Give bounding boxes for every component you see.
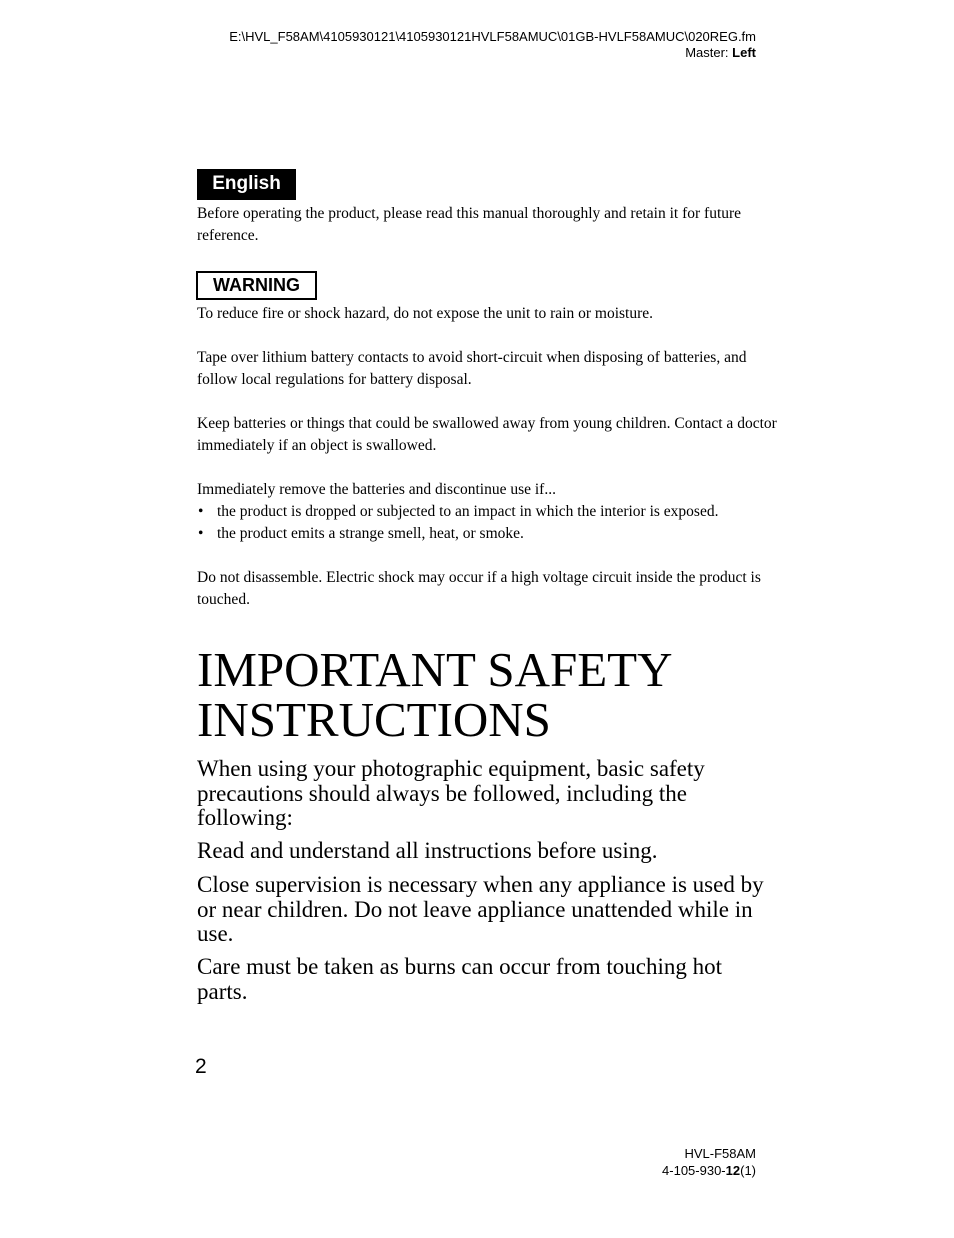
safety-title-line-1: IMPORTANT SAFETY bbox=[197, 642, 673, 697]
warning-paragraph-5: Do not disassemble. Electric shock may occur if a high voltage circuit inside the product is touched. bbox=[197, 569, 761, 608]
list-item: • the product emits a strange smell, heat, or smoke. bbox=[197, 523, 782, 545]
warning-paragraph-4 bbox=[197, 479, 782, 545]
page-number: 2 bbox=[195, 1055, 207, 1078]
footer-code-prefix: 4-105-930- bbox=[662, 1163, 726, 1178]
safety-paragraph-4: Care must be taken as burns can occur from touching hot parts. bbox=[197, 954, 723, 1004]
footer-code-bold: 12 bbox=[725, 1163, 741, 1178]
warning-label: WARNING bbox=[196, 271, 317, 300]
warning-paragraph-2: Tape over lithium battery contacts to avoid short-circuit when disposing of batteries, and follow local regulations for battery disposal. bbox=[197, 349, 747, 388]
safety-paragraph-2: Read and understand all instructions before using. bbox=[197, 838, 658, 863]
footer-code bbox=[662, 1163, 756, 1179]
safety-title-line-2: INSTRUCTIONS bbox=[197, 692, 551, 747]
footer-code-suffix: (1) bbox=[740, 1163, 756, 1178]
list-item: • the product is dropped or subjected to an impact in which the interior is exposed. bbox=[197, 501, 782, 523]
warning-paragraph-1: To reduce fire or shock hazard, do not expose the unit to rain or moisture. bbox=[197, 305, 654, 322]
safety-title bbox=[197, 642, 817, 747]
header-master bbox=[685, 45, 756, 61]
warning-paragraph-4-lead: Immediately remove the batteries and discontinue use if... bbox=[197, 481, 556, 498]
warning-bullet-list bbox=[197, 501, 782, 545]
master-label: Master: bbox=[685, 45, 733, 60]
safety-paragraph-1: When using your photographic equipment, basic safety precautions should always be followed, including the following: bbox=[197, 756, 705, 830]
master-value: Left bbox=[732, 45, 756, 60]
warning-paragraph-3: Keep batteries or things that could be swallowed away from young children. Contact a doctor immediately if an object is swallowed. bbox=[197, 415, 777, 454]
footer-model: HVL-F58AM bbox=[684, 1146, 756, 1161]
language-tag: English bbox=[197, 169, 296, 200]
header-file-path: E:\HVL_F58AM\4105930121\4105930121HVLF58AMUC\01GB-HVLF58AMUC\020REG.fm bbox=[229, 29, 756, 44]
safety-paragraph-3: Close supervision is necessary when any appliance is used by or near children. Do not leave appliance unattended while in use. bbox=[197, 872, 764, 946]
intro-paragraph: Before operating the product, please read this manual thoroughly and retain it for future reference. bbox=[197, 205, 742, 244]
